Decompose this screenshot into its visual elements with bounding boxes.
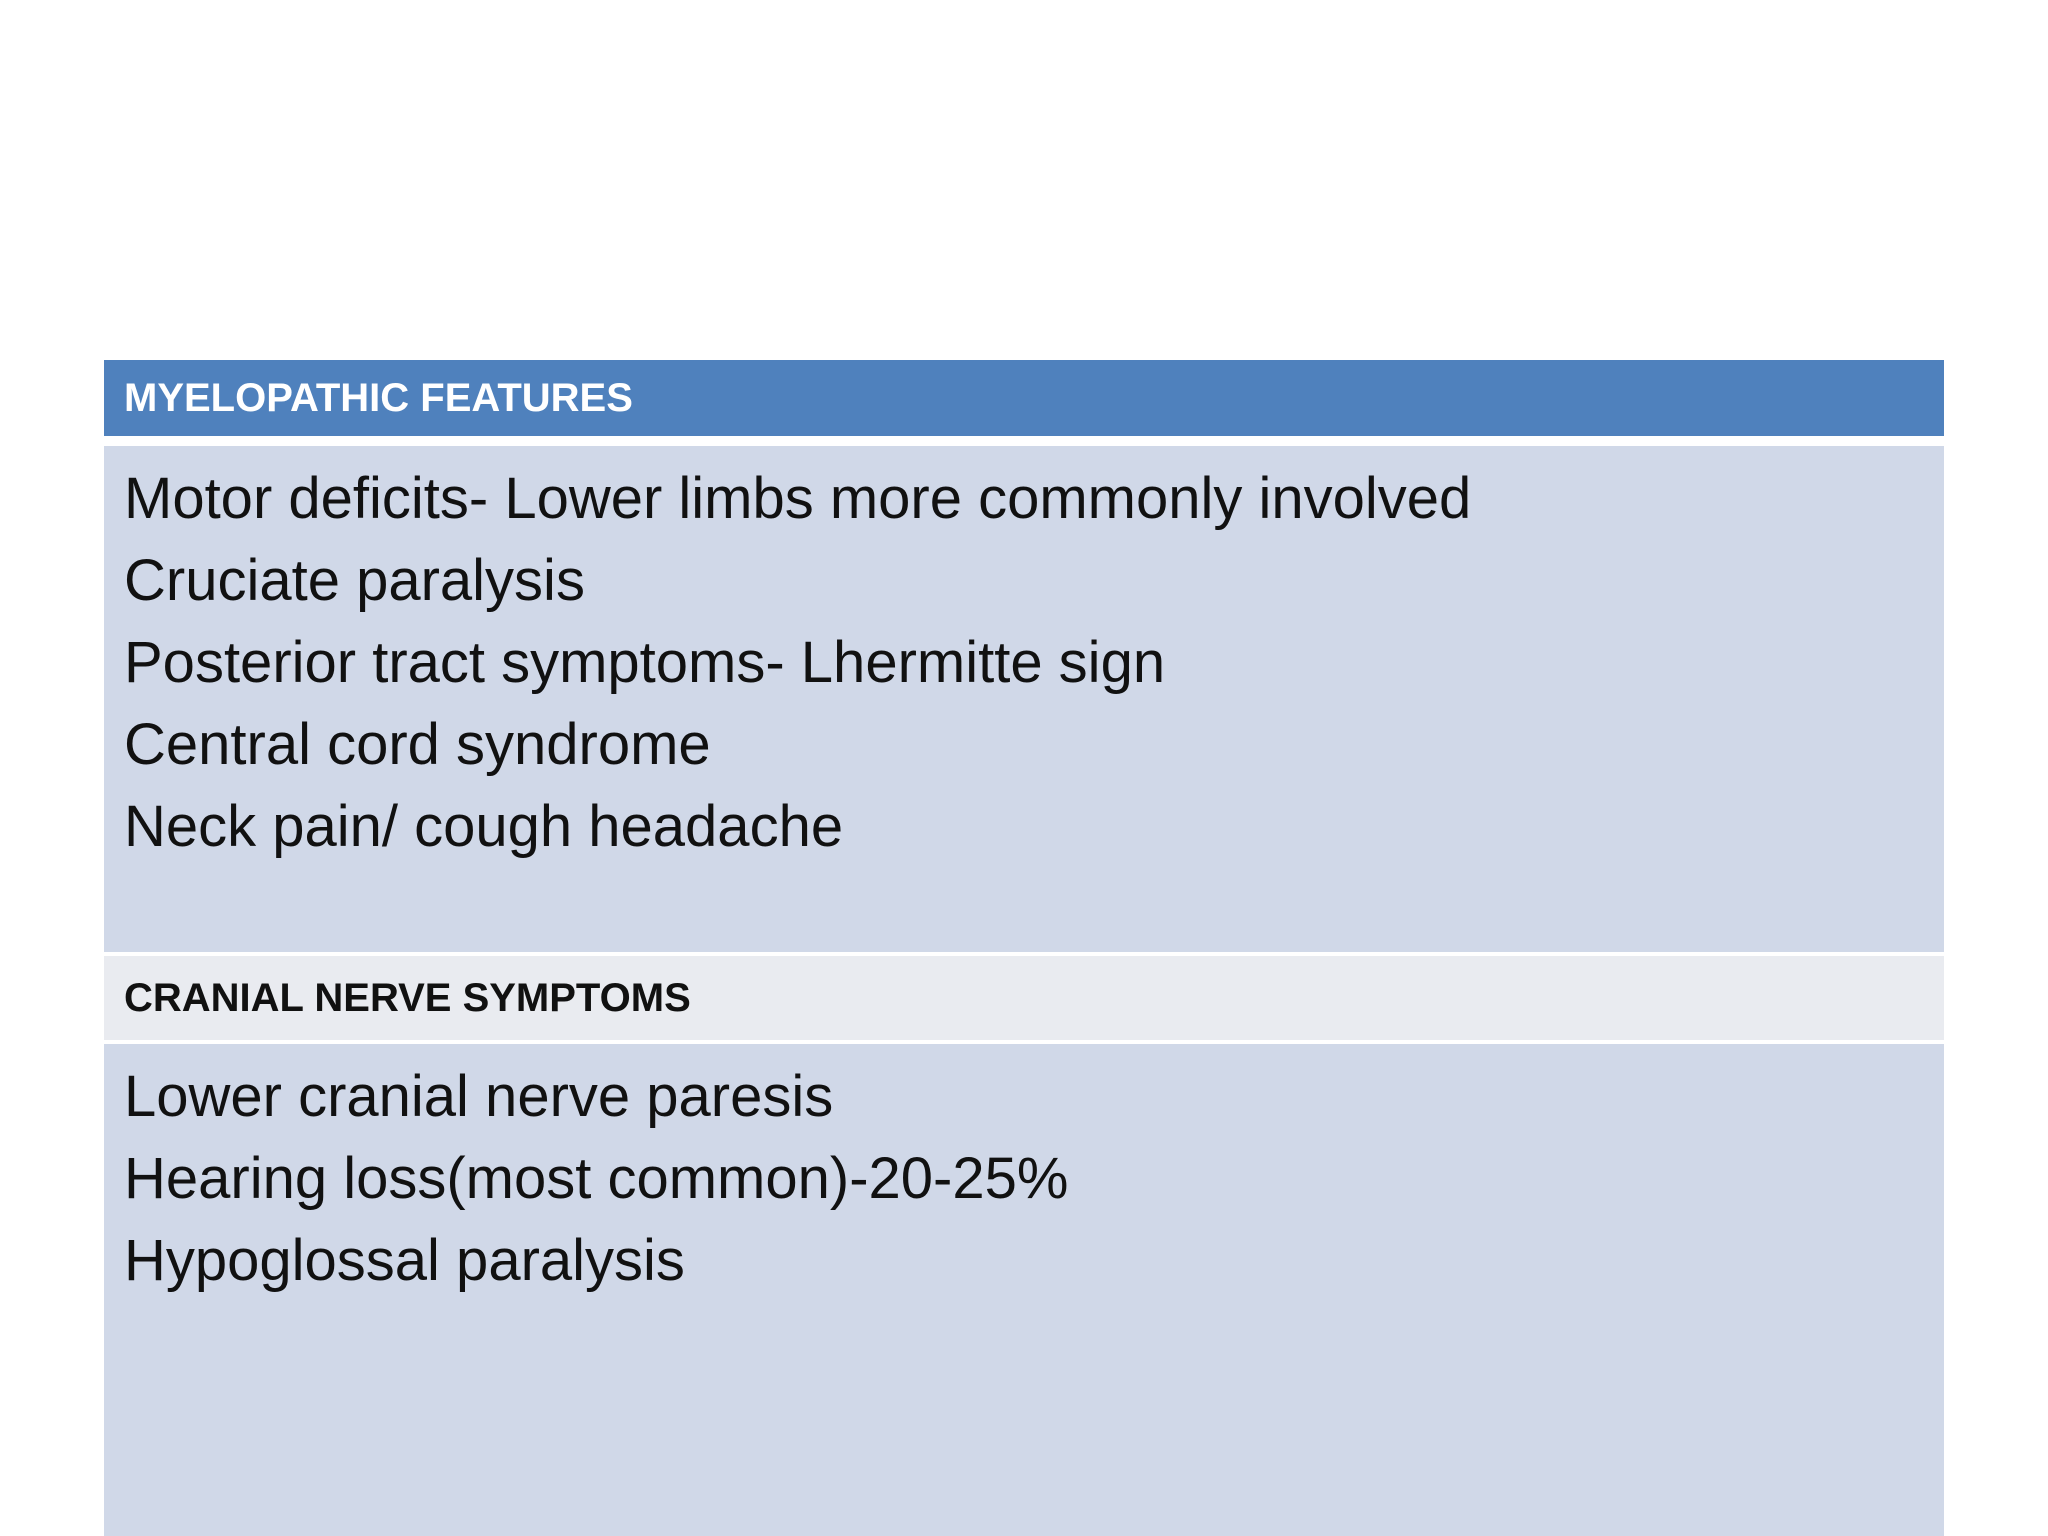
list-item: Posterior tract symptoms- Lhermitte sign <box>124 630 1166 695</box>
section-heading: MYELOPATHIC FEATURES <box>124 376 633 420</box>
list-item: Hearing loss(most common)-20-25% <box>124 1146 1069 1211</box>
cranial-nerve-list <box>124 1056 1068 1302</box>
symptom-table <box>104 360 1944 1536</box>
list-item: Neck pain/ cough headache <box>124 794 844 859</box>
table-header-cranial-nerve <box>104 956 1944 1040</box>
list-item: Lower cranial nerve paresis <box>124 1064 834 1129</box>
table-header-myelopathic <box>104 360 1944 436</box>
list-item: Motor deficits- Lower limbs more commonly involved <box>124 466 1472 531</box>
section-heading: CRANIAL NERVE SYMPTOMS <box>124 976 691 1020</box>
table-cell-myelopathic <box>104 446 1944 952</box>
list-item: Hypoglossal paralysis <box>124 1228 685 1293</box>
list-item: Cruciate paralysis <box>124 548 585 613</box>
list-item: Central cord syndrome <box>124 712 711 777</box>
myelopathic-list <box>124 458 1471 868</box>
table-cell-cranial-nerve <box>104 1044 1944 1536</box>
